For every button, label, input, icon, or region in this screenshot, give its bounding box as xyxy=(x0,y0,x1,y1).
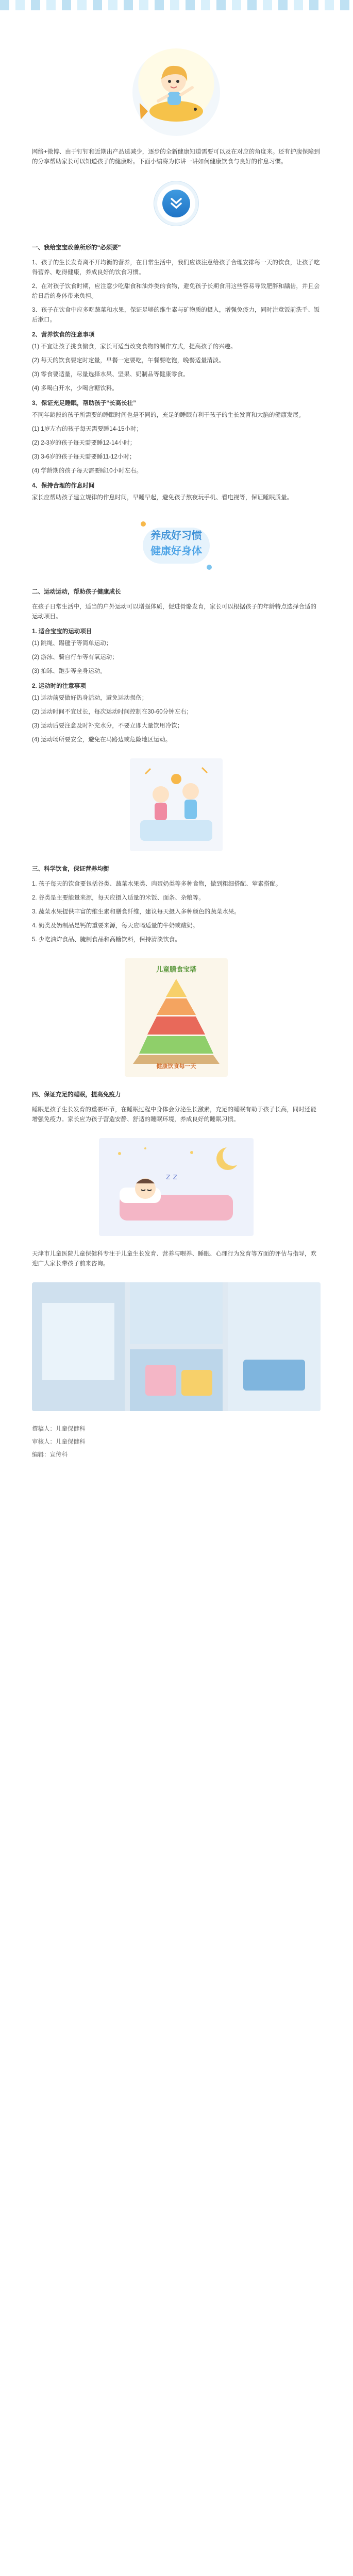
double-chevron-down-icon xyxy=(162,190,190,217)
section-title: 二、运动运动，帮助孩子健康成长 xyxy=(32,589,121,595)
sub-title: 4、保持合理的作息时间 xyxy=(32,483,95,489)
decor-dot xyxy=(141,521,146,527)
editor-line: 编辑：宣传科 xyxy=(32,1452,68,1458)
badge-line-1: 养成好习惯 xyxy=(150,529,202,541)
list-item: (2) 游泳、骑自行车等有氧运动； xyxy=(32,654,118,660)
hospital-clinic-icon xyxy=(32,1282,321,1411)
list-item: (2) 2-3岁的孩子每天需要睡12-14小时； xyxy=(32,440,136,446)
list-item: 1. 孩子每天的饮食要包括谷类、蔬菜水果类、肉蛋奶类等多种食物，做到粗细搭配、荤素搭配。 xyxy=(32,881,282,887)
badge-line-2: 健康好身体 xyxy=(150,545,202,557)
list-item: (3) 拍球、跑步等全身运动。 xyxy=(32,668,106,674)
section-title: 一、我给宝宝改善所形的“必须要” xyxy=(32,245,121,251)
hospital-clinic-photo xyxy=(32,1282,321,1411)
article-body xyxy=(32,13,321,2576)
top-decoration-strip xyxy=(0,0,353,10)
svg-text:z z: z z xyxy=(166,1172,177,1181)
list-item: 3、孩子在饮食中应多吃蔬菜和水果，保证足够的维生素与矿物质的摄入，增强免疫力，同时注意饭前洗手、饭后漱口。 xyxy=(32,307,320,323)
girl-on-fish-icon xyxy=(138,54,215,131)
sleeping-child-illustration xyxy=(99,1138,254,1236)
list-item: (3) 零食要适量，尽量选择水果、坚果、奶制品等健康零食。 xyxy=(32,371,189,378)
list-item: (2) 每天的饮食要定时定量，早餐一定要吃，午餐要吃饱，晚餐适量清淡。 xyxy=(32,358,225,364)
sub-title: 2. 运动时的注意事项 xyxy=(32,683,86,689)
pyramid-title: 儿童膳食宝塔 xyxy=(156,965,196,973)
paragraph: 家长应帮助孩子建立规律的作息时间，早睡早起，避免孩子熬夜玩手机、看电视等，保证睡眠质量。 xyxy=(32,495,293,501)
children-exercise-icon xyxy=(130,758,223,851)
list-item: (4) 学龄期的孩子每天需要睡10小时左右。 xyxy=(32,468,143,474)
intro-paragraph: 网络+微博、由于钉钉和近期出产品送减少，逐步的全新健康知道需要可以及在对应的角度来。还有护腹保障到的分享帮助家长可以知道孩子的健康呀。下面小编将为你讲一讲如何健康饮食与良好的作息习惯。 xyxy=(32,149,320,165)
paragraph: 睡眠是孩子生长发育的重要环节，在睡眠过程中身体会分泌生长激素，充足的睡眠有助于孩子长高，同时还能增强免疫力。家长应为孩子营造安静、舒适的睡眠环境，养成良好的睡眠习惯。 xyxy=(32,1107,316,1123)
section-divider-icon xyxy=(157,184,195,223)
paragraph: 在孩子日常生活中，适当的户外运动可以增强体质，促进骨骼发育，家长可以根据孩子的年龄特点选择合适的运动项目。 xyxy=(32,604,316,620)
list-item: (3) 运动后要注意及时补充水分，不要立即大量饮用冷饮； xyxy=(32,723,183,729)
sub-title: 2、营养饮食的注意事项 xyxy=(32,332,95,338)
food-pyramid-illustration xyxy=(125,958,228,1077)
food-pyramid-icon xyxy=(125,958,228,1077)
sub-title: 1. 适合宝宝的运动项目 xyxy=(32,629,92,635)
list-item: (3) 3-6岁的孩子每天需要睡11-12小时； xyxy=(32,454,136,460)
healthy-habit-badge xyxy=(138,517,215,574)
section-title: 三、科学饮食，保证营养均衡 xyxy=(32,866,109,872)
list-item: (1) 跳绳、踢毽子等简单运动； xyxy=(32,640,112,647)
list-item: 2. 谷类是主要能量来源，每天应摄入适量的米饭、面条、杂粮等。 xyxy=(32,895,205,901)
section-title: 四、保证充足的睡眠，提高免疫力 xyxy=(32,1092,121,1098)
children-exercise-illustration xyxy=(130,758,223,851)
list-item: (2) 运动时间不宜过长，每次运动时间控制在30-60分钟左右； xyxy=(32,709,193,715)
author-block xyxy=(32,1425,321,1460)
closing-paragraph: 天津市儿童医院儿童保健科专注于儿童生长发育、营养与喂养、睡眠、心理行为发育等方面的评估与指导，欢迎广大家长带孩子前来咨询。 xyxy=(32,1251,316,1267)
list-item: 2、在对孩子饮食时期，应注意少吃甜食和油炸类的食物，避免孩子长期食用这些容易导致肥胖和龋齿，并且会给日后的身体带来负担。 xyxy=(32,283,320,299)
author-line: 撰稿人：儿童保健科 xyxy=(32,1426,86,1432)
paragraph: 不同年龄段的孩子所需要的睡眠时间也是不同的，充足的睡眠有利于孩子的生长发育和大脑的健康发展。 xyxy=(32,412,305,418)
list-item: 4. 奶类及奶制品是钙的重要来源，每天应喝适量的牛奶或酸奶。 xyxy=(32,923,199,929)
pyramid-footer: 健康饮食每一天 xyxy=(156,1063,196,1070)
list-item: (1) 运动前要做好热身活动，避免运动损伤； xyxy=(32,695,148,701)
list-item: 1、孩子的生长发育离不开均衡的营养，在日常生活中，我们应该注意给孩子合理安排每一天的饮食，让孩子吃得营养、吃得健康，养成良好的饮食习惯。 xyxy=(32,260,320,276)
list-item: 3. 蔬菜水果提供丰富的维生素和膳食纤维，建议每天摄入多种颜色的蔬菜水果。 xyxy=(32,909,240,915)
hero-illustration xyxy=(132,48,220,136)
reviewer-line: 审核人：儿童保健科 xyxy=(32,1439,86,1445)
decor-dot xyxy=(207,565,212,570)
list-item: (4) 多喝白开水，少喝含糖饮料。 xyxy=(32,385,118,392)
list-item: (1) 不宜让孩子挑食偏食，家长可适当改变食物的制作方式，提高孩子的兴趣。 xyxy=(32,344,237,350)
list-item: (4) 运动场所要安全，避免在马路边或危险地区运动。 xyxy=(32,737,172,743)
list-item: 5. 少吃油炸食品、腌制食品和高糖饮料，保持清淡饮食。 xyxy=(32,937,181,943)
list-item: (1) 1岁左右的孩子每天需要睡14-15小时； xyxy=(32,426,143,432)
sub-title: 3、保证充足睡眠，帮助孩子“长高长壮” xyxy=(32,400,136,406)
sleeping-child-icon xyxy=(99,1138,254,1236)
